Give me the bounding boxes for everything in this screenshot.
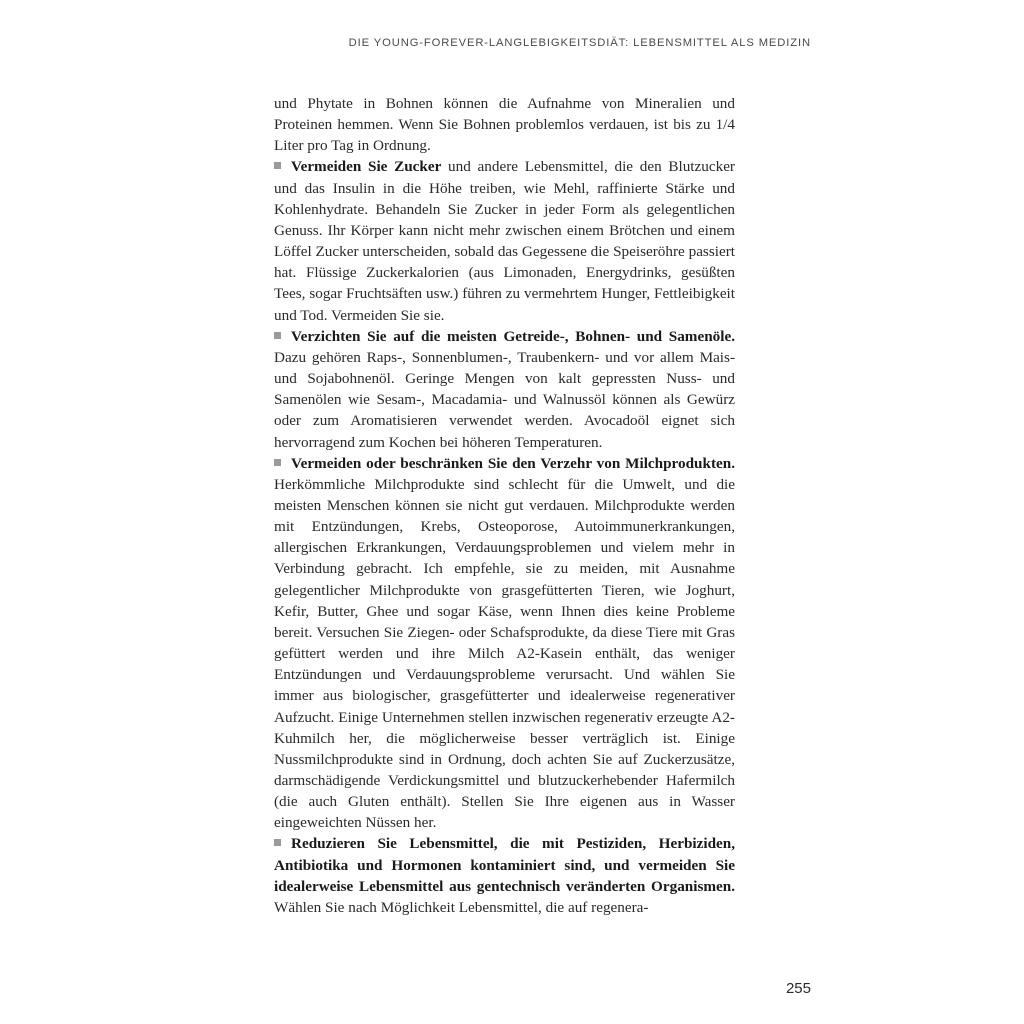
bullet-item: [274, 156, 735, 325]
page-number: 255: [785, 980, 811, 997]
bullet-text: Dazu gehören Raps-, Sonnenblumen-, Traubenkern- und vor allem Mais- und Sojabohnenöl. Geringe Mengen von kalt gepressten Nuss- und Samenölen wie Sesam-, Macadamia- und Walnussöl können als Gewürz oder zum Aromatisieren verwendet werden. Avocadoöl eignet sich hervorragend zum Kochen bei höheren Temperaturen.: [274, 348, 735, 451]
bullet-text: und andere Lebensmittel, die den Blutzucker und das Insulin in die Höhe treiben, wie Mehl, raffinierte Stärke und Kohlenhydrate. Behandeln Sie Zucker in jeder Form als gelegentlichen Genuss. Ihr Körper kann nicht mehr zwischen einem Brötchen und einem Löffel Zucker unterscheiden, sobald das Gegessene die Speiseröhre passiert hat. Flüssige Zuckerkalorien (aus Limonaden, Energydrinks, gesüßten Tees, sogar Fruchtsäften usw.) führen zu vermehrtem Hunger, Fettleibigkeit und Tod. Vermeiden Sie sie.: [274, 158, 735, 324]
running-head: DIE YOUNG-FOREVER-LANGLEBIGKEITSDIÄT: LEBENSMITTEL ALS MEDIZIN: [348, 37, 811, 49]
bullet-item: [274, 326, 735, 453]
square-bullet-icon: [274, 332, 281, 339]
bullet-lead: Reduzieren Sie Lebensmittel, die mit Pestiziden, Herbiziden, Antibiotika und Hormonen kontaminiert sind, und vermeiden Sie idealerweise Lebensmittel aus gentechnisch veränderten Organismen.: [274, 835, 735, 895]
square-bullet-icon: [274, 839, 281, 846]
square-bullet-icon: [274, 459, 281, 466]
bullet-lead: Vermeiden oder beschränken Sie den Verzehr von Milchprodukten.: [291, 454, 735, 472]
bullet-text: Herkömmliche Milchprodukte sind schlecht für die Umwelt, und die meisten Menschen können sie nicht gut verdauen. Milchprodukte werden mit Entzündungen, Krebs, Osteoporose, Autoimmunerkrankungen, allergischen Erkrankungen, Verdauungsproblemen und vielem mehr in Verbindung gebracht. Ich empfehle, sie zu meiden, mit Ausnahme gelegentlicher Milchprodukte von grasgefütterten Tieren, wie Joghurt, Kefir, Butter, Ghee und sogar Käse, wenn Ihnen dies keine Probleme bereit. Versuchen Sie Ziegen- oder Schafsprodukte, da diese Tiere mit Gras gefüttert werden und ihre Milch A2-Kasein enthält, das weniger Entzündungen und Verdauungsprobleme verursacht. Und wählen Sie immer aus biologischer, grasgefütterter und idealerweise regenerativer Aufzucht. Einige Unternehmen stellen inzwischen regenerativ erzeugte A2-Kuhmilch her, die möglicherweise besser verträglich ist. Einige Nussmilchprodukte sind in Ordnung, doch achten Sie auf Zuckerzusätze, darmschädigende Verdickungsmittel und blutzuckerhebender Hafermilch (die auch Gluten enthält). Stellen Sie Ihre eigenen aus in Wasser eingeweichten Nüssen her.: [274, 475, 735, 832]
intro-paragraph: und Phytate in Bohnen können die Aufnahme von Mineralien und Proteinen hemmen. Wenn Sie Bohnen problemlos verdauen, ist bis zu 1/4 Liter pro Tag in Ordnung.: [274, 95, 735, 155]
bullet-text: Wählen Sie nach Möglichkeit Lebensmittel, die auf regenera-: [274, 898, 649, 916]
bullet-item: [274, 833, 735, 918]
bullet-item: [274, 453, 735, 834]
body-text: [274, 93, 735, 918]
bullet-lead: Vermeiden Sie Zucker: [291, 158, 442, 176]
bullet-lead: Verzichten Sie auf die meisten Getreide-, Bohnen- und Samenöle.: [291, 327, 735, 345]
square-bullet-icon: [274, 162, 281, 169]
